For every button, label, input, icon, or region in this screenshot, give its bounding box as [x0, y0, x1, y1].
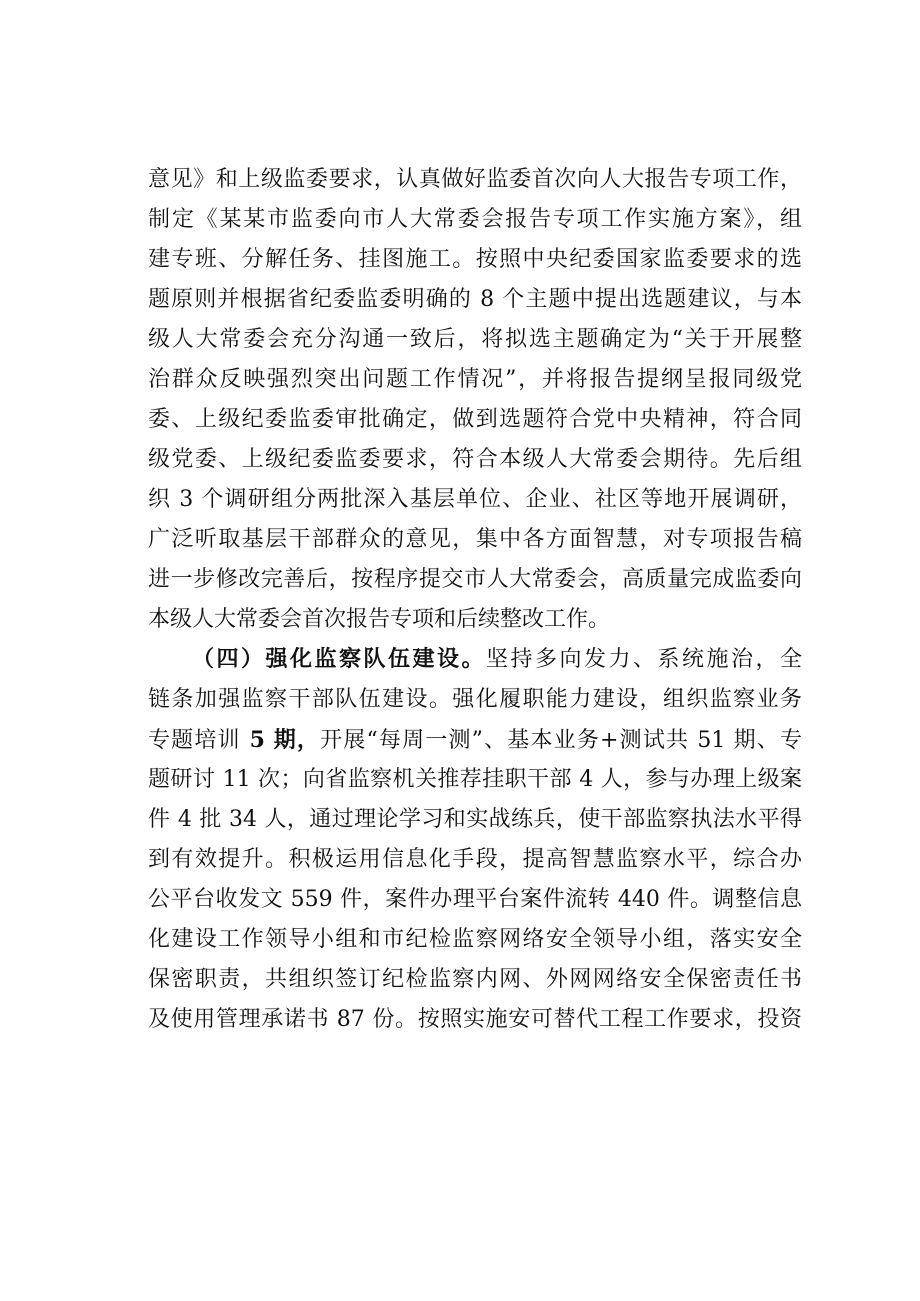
text-line: 委、上级纪委监委审批确定，做到选题符合党中央精神，符合同 — [148, 407, 802, 432]
text-line: 及使用管理承诺书 87 份。按照实施安可替代工程工作要求，投资 — [148, 1007, 802, 1032]
text-line: 广泛听取基层干部群众的意见，集中各方面智慧，对专项报告稿 — [148, 527, 802, 552]
text-line: 制定《某某市监委向市人大常委会报告专项工作实施方案》，组 — [148, 207, 802, 232]
section-heading-line — [148, 640, 802, 680]
bold-text-run: 5 期， — [240, 727, 321, 753]
document-body — [148, 160, 802, 1040]
text-line: 建专班、分解任务、挂图施工。按照中央纪委国家监委要求的选 — [148, 247, 802, 272]
text-line: 级党委、上级纪委监委要求，符合本级人大常委会期待。先后组 — [148, 447, 802, 472]
text-line: 题研讨 11 次；向省监察机关推荐挂职干部 4 人，参与办理上级案 — [148, 767, 802, 792]
text-run: 坚持多向发力、系统施治，全 — [486, 647, 802, 672]
section-heading: （四）强化监察队伍建设。 — [192, 647, 486, 672]
text-run: 专题培训 — [148, 728, 241, 753]
text-line: 公平台收发文 559 件，案件办理平台案件流转 440 件。调整信息 — [148, 887, 802, 912]
text-line: 件 4 批 34 人，通过理论学习和实战练兵，使干部监察执法水平得 — [148, 807, 802, 832]
text-line — [148, 720, 802, 760]
text-line: 保密职责，共组织签订纪检监察内网、外网网络安全保密责任书 — [148, 967, 802, 992]
text-line: 题原则并根据省纪委监委明确的 8 个主题中提出选题建议，与本 — [148, 287, 802, 312]
text-line: 治群众反映强烈突出问题工作情况”，并将报告提纲呈报同级党 — [148, 367, 802, 392]
text-line: 到有效提升。积极运用信息化手段，提高智慧监察水平，综合办 — [148, 847, 802, 872]
text-run: 开展“每周一测”、基本业务+测试共 51 期、专 — [320, 728, 802, 753]
text-line: 意见》和上级监委要求，认真做好监委首次向人大报告专项工作， — [148, 167, 802, 192]
text-line: 级人大常委会充分沟通一致后，将拟选主题确定为“关于开展整 — [148, 327, 802, 352]
text-line: 织 3 个调研组分两批深入基层单位、企业、社区等地开展调研， — [148, 487, 802, 512]
text-line: 链条加强监察干部队伍建设。强化履职能力建设，组织监察业务 — [148, 687, 802, 712]
text-line: 化建设工作领导小组和市纪检监察网络安全领导小组，落实安全 — [148, 927, 802, 952]
text-line: 本级人大常委会首次报告专项和后续整改工作。 — [148, 607, 611, 632]
text-line: 进一步修改完善后，按程序提交市人大常委会，高质量完成监委向 — [148, 567, 802, 592]
